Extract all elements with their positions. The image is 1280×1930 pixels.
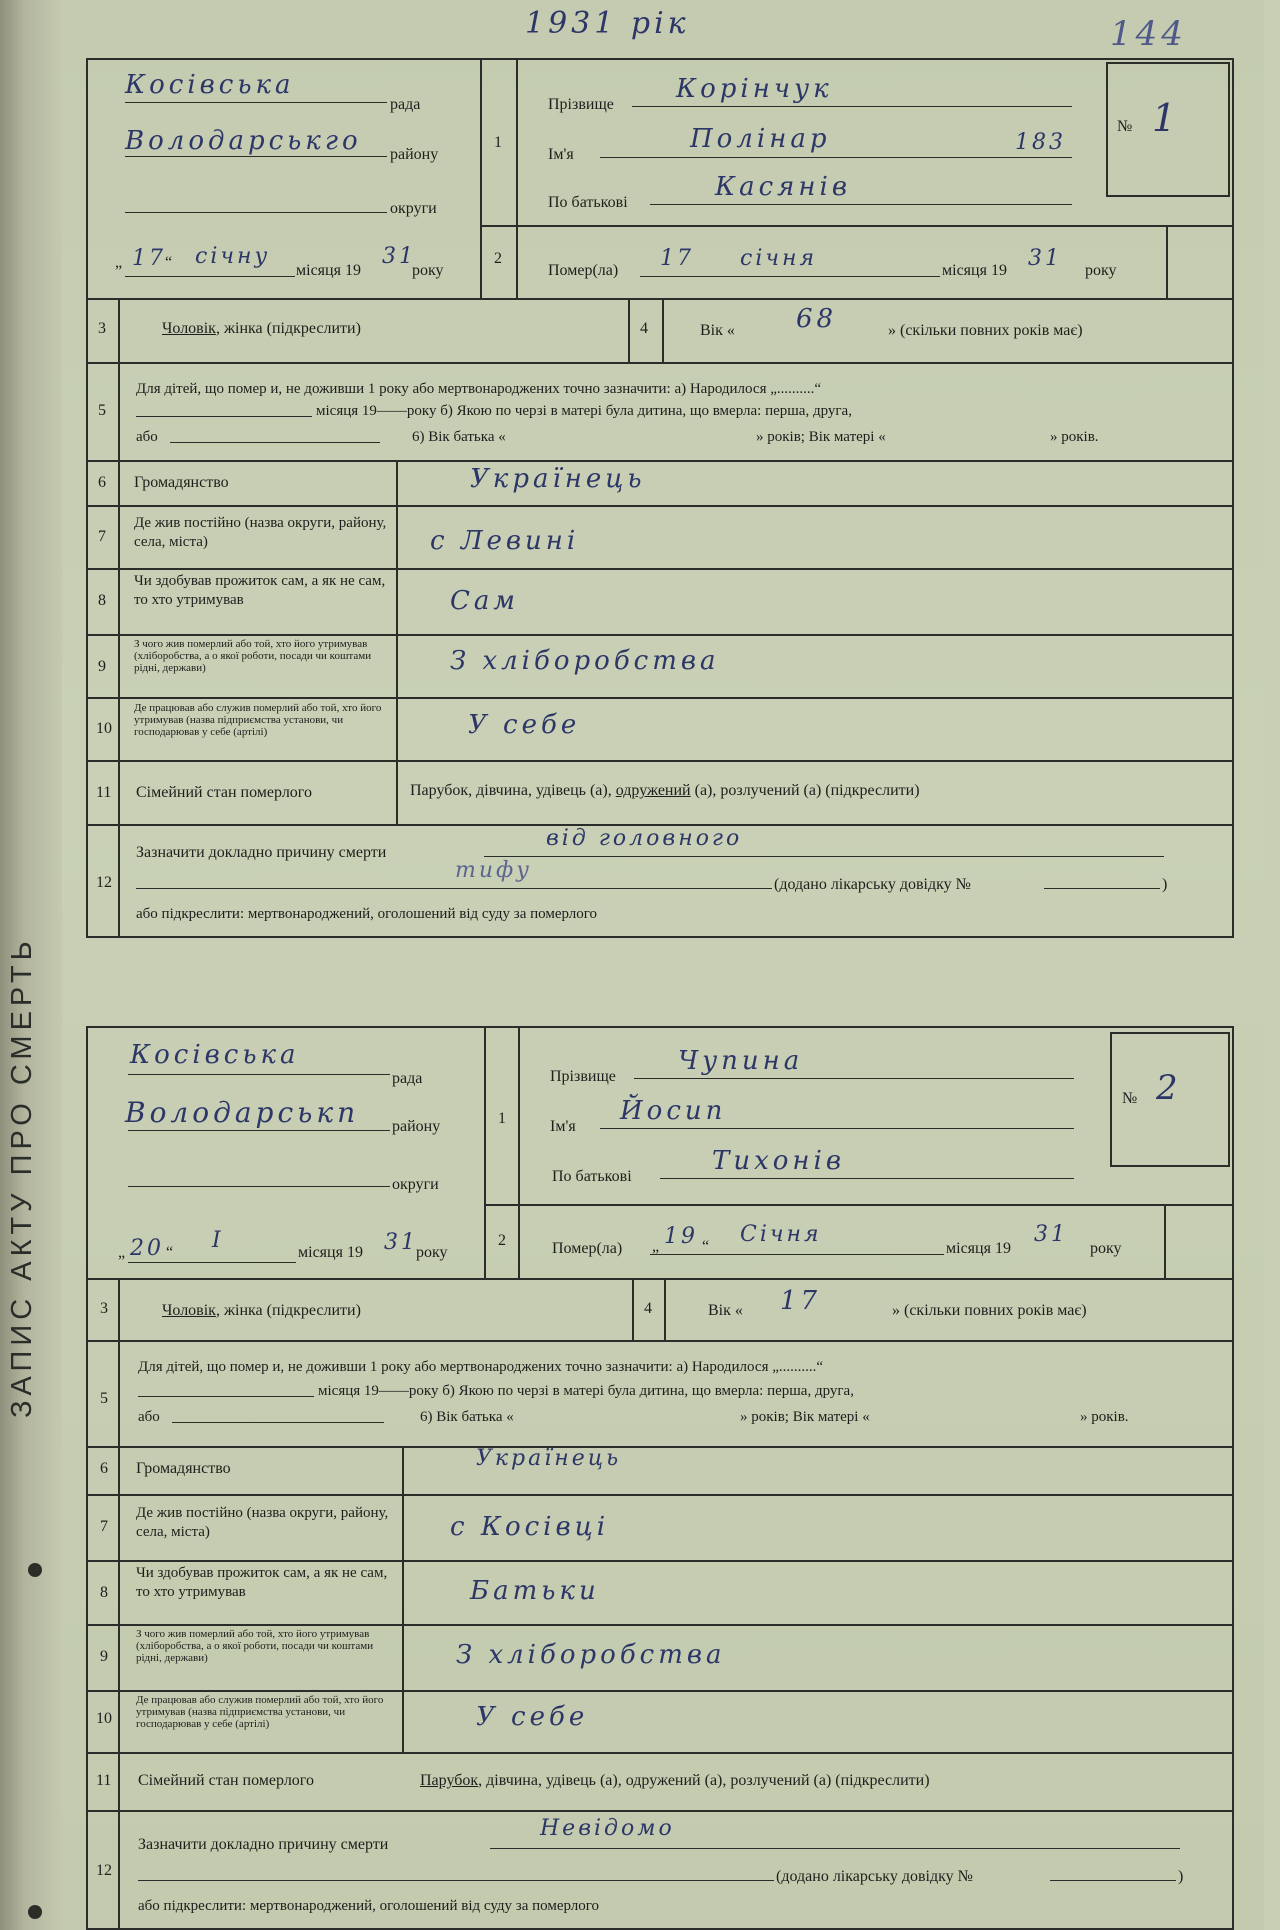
- reg-year: 31: [384, 1230, 418, 1255]
- citizenship-label: Громадянство: [136, 1460, 231, 1477]
- row5-end: » років.: [1050, 429, 1099, 445]
- livelihood-label: З чого жив померлий або той, хто його утримував (хліборобства, а о якої роботи, посади чи коштами рідні, держави): [136, 1628, 374, 1664]
- age-tail: » (скільки повних років має): [892, 1302, 1087, 1319]
- stillborn-note: або підкреслити: мертвонароджений, оголошений від суду за померлого: [138, 1898, 600, 1914]
- reg-month: січну: [195, 244, 271, 269]
- misyatsya-label: місяця 19: [298, 1244, 363, 1261]
- stillborn-note: або підкреслити: мертвонароджений, оголошений від суду за померлого: [136, 906, 598, 922]
- death-month: січня: [740, 246, 818, 271]
- support-label: Чи здобував прожиток сам, а як не сам, то хто утримував: [134, 573, 386, 608]
- row5-end: » років.: [1080, 1409, 1129, 1425]
- page-number: 144: [1110, 14, 1187, 54]
- residence-label: Де жив постійно (назва округи, району, села, міста): [134, 515, 387, 550]
- workplace-label: Де працював або служив померлий або той, хто його утримував (назва підприємства установи, чи господарював у себе (артілі): [136, 1694, 384, 1730]
- patronymic-value: Касянів: [715, 172, 851, 202]
- support-value: Батьки: [470, 1576, 600, 1606]
- row5-father-age: 6) Вік батька «: [420, 1409, 514, 1425]
- surname-label: Прізвище: [548, 96, 614, 113]
- misyatsya-label: місяця 19: [942, 262, 1007, 279]
- year-note: 1931 рік: [525, 6, 690, 41]
- residence-value: с Косівці: [450, 1512, 610, 1542]
- reg-day: 17: [132, 246, 166, 271]
- marital-options: Парубок, дівчина, удівець (а), одружений (а), розлучений (а) (підкреслити): [420, 1772, 930, 1789]
- row5-mother-age: » років; Вік матері «: [756, 429, 886, 445]
- death-year: 31: [1028, 246, 1062, 271]
- sex-field: Чоловік, жінка (підкреслити): [162, 320, 361, 337]
- surname-label: Прізвище: [550, 1068, 616, 1085]
- row5-father-age: 6) Вік батька «: [412, 429, 506, 445]
- row5-text-line2: місяця 19——року б) Якою по черзі в матері була дитина, що вмерла: перша, друга,: [316, 403, 852, 419]
- record-number: 2: [1156, 1068, 1182, 1108]
- record-number: 1: [1152, 96, 1181, 140]
- workplace-value: У себе: [476, 1702, 589, 1732]
- roku-label: року: [416, 1244, 448, 1261]
- row5-abo: або: [136, 429, 158, 445]
- number-label: №: [1122, 1090, 1138, 1107]
- workplace-value: У себе: [468, 710, 581, 740]
- residence-value: с Левині: [430, 526, 580, 556]
- reg-day: 20: [130, 1236, 164, 1261]
- age-tail: » (скільки повних років має): [888, 322, 1083, 339]
- surname-value: Чупина: [678, 1046, 804, 1076]
- citizenship-value: Українець: [470, 464, 646, 494]
- marital-label: Сімейний стан померлого: [138, 1772, 314, 1789]
- rada-value: Косівська: [130, 1040, 300, 1070]
- age-value: 68: [796, 304, 838, 334]
- rayon-label: району: [390, 146, 439, 163]
- name-value: Йосип: [620, 1096, 727, 1126]
- cause-line2: тифу: [455, 858, 533, 883]
- roku-label: року: [412, 262, 444, 279]
- record-1: Косівська рада Володарськго району округи „ 17 “ січну місяця 19 31 року 1 2 Прізвище Корінчук Ім'я Полінар 183 По батькові Касянів № 1 Помер(ла) 17 січня місяця 19 31 року 3 Чоловік, жінка (підкреслити) 4 Вік « 68 » (скільки повних років має) 5 Для дітей, що помер и, не доживши 1 року або мертвонароджених точно зазначити: а) Народилося „..........“ місяця 19——року б) Якою по черзі в матері була дитина, що вмерла: перша, друга, або 6) Вік батька « » років; Вік матері « » років. 6 Громадянство Українець 7 Де жив постійно (назва округи, району, села, міста) с Левині 8 Чи здобував прожиток сам, а як не сам, то хто утримував Сам 9 З чого жив померлий або той, хто його утримував (хліборобства, а о якої роботи, посади чи коштами рідні, держави) З хліборобства 10 Де працював або служив померлий або той, хто його утримував (назва підприємства установи, чи господарював у себе (артілі) У себе 11 Сімейний стан померлого Парубок, дівчина, удівець (а), одружений (а), розлучений (а) (підкреслити) 12 Зазначити докладно причину смерти від головного тифу (додано лікарську довідку № ) або підкреслити: мертвонароджений, оголошений від суду за померлого: [0, 0, 1280, 960]
- cause-label: Зазначити докладно причину смерти: [138, 1836, 389, 1853]
- name-label: Ім'я: [550, 1118, 576, 1135]
- dovidka-label: (додано лікарську довідку №: [776, 1868, 973, 1885]
- age-value: 17: [780, 1286, 822, 1316]
- rayon-value: Володарськго: [125, 126, 362, 156]
- rada-label: рада: [392, 1070, 423, 1087]
- name-label: Ім'я: [548, 146, 574, 163]
- cause-label: Зазначити докладно причину смерти: [136, 844, 387, 861]
- okruga-label: округи: [392, 1176, 439, 1193]
- reg-year: 31: [382, 244, 416, 269]
- age-label: Вік «: [700, 322, 735, 339]
- pomer-label: Помер(ла): [552, 1240, 623, 1257]
- death-year: 31: [1034, 1222, 1068, 1247]
- row5-abo: або: [138, 1409, 160, 1425]
- roku-label: року: [1090, 1240, 1122, 1257]
- row5-text-line2: місяця 19——року б) Якою по черзі в матері була дитина, що вмерла: перша, друга,: [318, 1383, 854, 1399]
- dovidka-label: (додано лікарську довідку №: [774, 876, 971, 893]
- row5-text-line1: Для дітей, що помер и, не доживши 1 року або мертвонароджених точно зазначити: а) Народилося „..........“: [136, 381, 822, 397]
- margin-mark: 183: [1015, 130, 1066, 155]
- patronymic-label: По батькові: [552, 1168, 632, 1185]
- death-month: Січня: [740, 1222, 822, 1247]
- marital-label: Сімейний стан померлого: [136, 784, 312, 801]
- rayon-value: Володарськп: [125, 1096, 360, 1129]
- livelihood-label: З чого жив померлий або той, хто його утримував (хліборобства, а о якої роботи, посади чи коштами рідні, держави): [134, 638, 372, 674]
- misyatsya-label: місяця 19: [296, 262, 361, 279]
- rada-value: Косівська: [125, 70, 295, 100]
- roku-label: року: [1085, 262, 1117, 279]
- livelihood-value: З хліборобства: [456, 1640, 726, 1670]
- citizenship-value: Українець: [476, 1446, 622, 1471]
- workplace-label: Де працював або служив померлий або той, хто його утримував (назва підприємства установи, чи господарював у себе (артілі): [134, 702, 382, 738]
- marital-options: Парубок, дівчина, удівець (а), одружений (а), розлучений (а) (підкреслити): [410, 782, 920, 799]
- rada-label: рада: [390, 96, 421, 113]
- patronymic-label: По батькові: [548, 194, 628, 211]
- residence-label: Де жив постійно (назва округи, району, села, міста): [136, 1505, 389, 1540]
- age-label: Вік «: [708, 1302, 743, 1319]
- support-label: Чи здобував прожиток сам, а як не сам, то хто утримував: [136, 1565, 388, 1600]
- support-value: Сам: [450, 586, 519, 616]
- misyatsya-label: місяця 19: [946, 1240, 1011, 1257]
- row5-mother-age: » років; Вік матері «: [740, 1409, 870, 1425]
- death-day: 17: [660, 246, 694, 271]
- surname-value: Корінчук: [676, 74, 833, 104]
- death-day: 19: [664, 1224, 698, 1249]
- livelihood-value: З хліборобства: [450, 646, 720, 676]
- sex-field: Чоловік, жінка (підкреслити): [162, 1302, 361, 1319]
- cause-line1: від головного: [546, 826, 743, 851]
- citizenship-label: Громадянство: [134, 474, 229, 491]
- side-title: ЗАПИС АКТУ ПРО СМЕРТЬ: [6, 936, 38, 1418]
- reg-month: I: [212, 1228, 224, 1253]
- record-2: Косівська рада Володарськп району округи „ 20 “ I місяця 19 31 року 1 2 Прізвище Чупина Ім'я Йосип По батькові Тихонів № 2 Помер(ла) „ 19 “ Січня місяця 19 31 року 3 Чоловік, жінка (підкреслити) 4 Вік « 17 » (скільки повних років має) 5 Для дітей, що помер и, не доживши 1 року або мертвонароджених точно зазначити: а) Народилося „..........“ місяця 19——року б) Якою по черзі в матері була дитина, що вмерла: перша, друга, або 6) Вік батька « » років; Вік матері « » років. 6 Громадянство Українець 7 Де жив постійно (назва округи, району, села, міста) с Косівці 8 Чи здобував прожиток сам, а як не сам, то хто утримував Батьки 9 З чого жив померлий або той, хто його утримував (хліборобства, а о якої роботи, посади чи коштами рідні, держави) З хліборобства 10 Де працював або служив померлий або той, хто його утримував (назва підприємства установи, чи господарював у себе (артілі) У себе 11 Сімейний стан померлого Парубок, дівчина, удівець (а), одружений (а), розлучений (а) (підкреслити) 12 Зазначити докладно причину смерти Невідомо (додано лікарську довідку № ) або підкреслити: мертвонароджений, оголошений від суду за померлого: [0, 0, 1280, 1930]
- patronymic-value: Тихонів: [712, 1146, 845, 1176]
- rayon-label: району: [392, 1118, 441, 1135]
- okruga-label: округи: [390, 200, 437, 217]
- row5-text-line1: Для дітей, що помер и, не доживши 1 року або мертвонароджених точно зазначити: а) Народилося „..........“: [138, 1359, 824, 1375]
- pomer-label: Помер(ла): [548, 262, 619, 279]
- name-value: Полінар: [690, 124, 831, 154]
- cause-line1: Невідомо: [540, 1816, 675, 1841]
- number-label: №: [1117, 118, 1133, 135]
